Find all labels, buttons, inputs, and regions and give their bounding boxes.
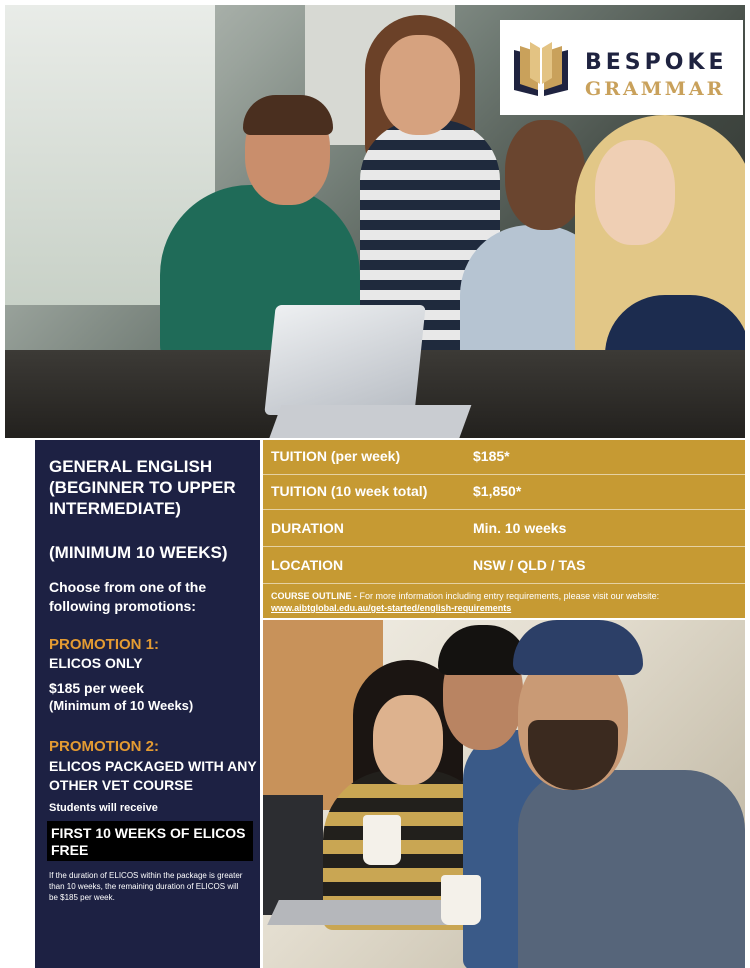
promotion-2-heading: PROMOTION 2: — [49, 738, 160, 755]
row-value: $1,850* — [473, 483, 522, 499]
coffee-cup — [363, 815, 401, 865]
promotion-2-highlight: FIRST 10 WEEKS OF ELICOS FREE — [51, 825, 246, 858]
minimum-weeks: (MINIMUM 10 WEEKS) — [49, 543, 228, 562]
promotion-1-subheading: ELICOS ONLY — [49, 655, 143, 671]
photo-person — [513, 620, 643, 675]
table-row — [263, 440, 745, 475]
row-label: TUITION (10 week total) — [271, 483, 428, 499]
table-row — [263, 512, 745, 547]
row-value: $185* — [473, 448, 510, 464]
course-outline — [271, 590, 741, 614]
photo-person — [373, 695, 443, 785]
course-title: GENERAL ENGLISH (BEGINNER TO UPPER INTERMEDIATE) — [49, 457, 236, 518]
photo-laptop — [264, 305, 426, 415]
course-outline-link[interactable]: www.aibtglobal.edu.au/get-started/english-requirements — [271, 603, 512, 613]
coffee-cup — [441, 875, 481, 925]
photo-laptop — [269, 405, 472, 438]
photo-person — [243, 95, 333, 135]
course-info-table — [263, 440, 745, 618]
students-study-photo — [263, 620, 745, 968]
table-row — [263, 549, 745, 584]
row-label: LOCATION — [271, 557, 344, 573]
course-outline-text: For more information including entry requirements, please visit our website: — [357, 591, 660, 601]
open-book-icon — [510, 40, 572, 96]
promotion-2-highlight-box — [47, 821, 253, 861]
promotion-1-heading: PROMOTION 1: — [49, 636, 160, 653]
photo-person — [595, 140, 675, 245]
promotions-intro: Choose from one of the following promotions: — [49, 579, 207, 614]
course-outline-label: COURSE OUTLINE - — [271, 591, 358, 601]
promotion-2-subheading: ELICOS PACKAGED WITH ANY OTHER VET COURSE — [49, 758, 257, 793]
photo-laptop — [267, 900, 469, 925]
row-label: DURATION — [271, 520, 344, 536]
table-row — [263, 475, 745, 510]
photo-person — [380, 35, 460, 135]
promotions-panel — [35, 440, 260, 968]
promotion-2-receive: Students will receive — [49, 802, 158, 814]
row-label: TUITION (per week) — [271, 448, 401, 464]
promotion-1-note: (Minimum of 10 Weeks) — [49, 698, 194, 713]
photo-person — [505, 120, 585, 230]
row-value: Min. 10 weeks — [473, 520, 567, 536]
logo-wordmark-top: BESPOKE — [585, 50, 728, 75]
brand-logo — [500, 20, 743, 115]
promotion-1-price: $185 per week — [49, 680, 144, 696]
photo-person — [518, 770, 745, 968]
photo-laptop — [263, 795, 323, 915]
hero-photo-students-laptop — [5, 5, 745, 438]
fine-print: If the duration of ELICOS within the package is greater than 10 weeks, the remaining duration of ELICOS will be $185 per week. — [49, 871, 243, 902]
logo-wordmark-bottom: GRAMMAR — [585, 78, 726, 100]
row-value: NSW / QLD / TAS — [473, 557, 586, 573]
